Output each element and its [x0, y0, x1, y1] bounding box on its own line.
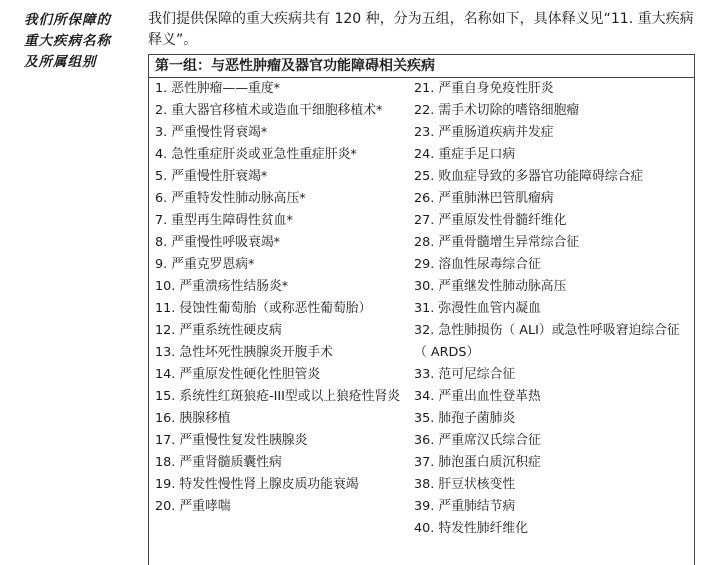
- side-heading-line: 及所属组别: [24, 54, 97, 70]
- disease-item: 12. 严重系统性硬皮病: [155, 323, 282, 338]
- disease-item: 22. 需手术切除的嗜铬细胞瘤: [414, 103, 580, 118]
- right-disease-column: [414, 78, 690, 540]
- disease-item: 16. 胰腺移植: [155, 411, 231, 426]
- disease-item: 35. 肺孢子菌肺炎: [414, 411, 516, 426]
- disease-item: 13. 急性坏死性胰腺炎开腹手术: [155, 345, 333, 360]
- disease-item: 34. 严重出血性登革热: [414, 389, 541, 404]
- disease-item: 15. 系统性红斑狼疮-III型或以上狼疮性肾炎: [155, 389, 401, 404]
- disease-item: 21. 严重自身免疫性肝炎: [414, 81, 554, 96]
- disease-group-table: [148, 54, 695, 565]
- left-disease-column: [155, 78, 413, 518]
- section-side-heading: [24, 10, 128, 73]
- disease-item: 10. 严重溃疡性结肠炎*: [155, 279, 289, 294]
- disease-item: 2. 重大器官移植术或造血干细胞移植术*: [155, 103, 383, 118]
- disease-item: 36. 严重席汉氏综合征: [414, 433, 541, 448]
- disease-item: 37. 肺泡蛋白质沉积症: [414, 455, 541, 470]
- disease-item: 39. 严重肺结节病: [414, 499, 516, 514]
- disease-item: 1. 恶性肿瘤——重度*: [155, 81, 281, 96]
- disease-item: 30. 严重继发性肺动脉高压: [414, 279, 567, 294]
- disease-item: 38. 肝豆状核变性: [414, 477, 516, 492]
- disease-item: 5. 严重慢性肝衰竭*: [155, 169, 268, 184]
- disease-item: 40. 特发性肺纤维化: [414, 521, 528, 536]
- disease-item: 29. 溶血性尿毒综合征: [414, 257, 541, 272]
- disease-item: 4. 急性重症肝炎或亚急性重症肝炎*: [155, 147, 357, 162]
- disease-item: 20. 严重哮喘: [155, 499, 231, 514]
- disease-item: 3. 严重慢性肾衰竭*: [155, 125, 268, 140]
- disease-item: 18. 严重肾髓质囊性病: [155, 455, 282, 470]
- disease-item: 19. 特发性慢性肾上腺皮质功能衰竭: [155, 477, 359, 492]
- side-heading-line: 我们所保障的: [24, 12, 111, 28]
- disease-item: 8. 严重慢性呼吸衰竭*: [155, 235, 281, 250]
- disease-item: 11. 侵蚀性葡萄胎（或称恶性葡萄胎）: [155, 301, 372, 316]
- disease-item: 9. 严重克罗恩病*: [155, 257, 255, 272]
- group-title: 第一组：与恶性肿瘤及器官功能障碍相关疾病: [149, 55, 694, 78]
- disease-item: 14. 严重原发性硬化性胆管炎: [155, 367, 321, 382]
- disease-item: 23. 严重肠道疾病并发症: [414, 125, 554, 140]
- disease-item: 32. 急性肺损伤（ ALI）或急性呼吸窘迫综合征（ ARDS）: [414, 323, 680, 360]
- disease-item: 33. 范可尼综合征: [414, 367, 516, 382]
- disease-item: 26. 严重肺淋巴管肌瘤病: [414, 191, 554, 206]
- disease-item: 24. 重症手足口病: [414, 147, 516, 162]
- side-heading-line: 重大疾病名称: [24, 33, 111, 49]
- disease-item: 25. 败血症导致的多器官功能障碍综合症: [414, 169, 644, 184]
- disease-item: 17. 严重慢性复发性胰腺炎: [155, 433, 308, 448]
- disease-item: 27. 严重原发性骨髓纤维化: [414, 213, 567, 228]
- disease-item: 31. 弥漫性血管内凝血: [414, 301, 541, 316]
- disease-item: 7. 重型再生障碍性贫血*: [155, 213, 293, 228]
- intro-paragraph: 我们提供保障的重大疾病共有 120 种，分为五组，名称如下，具体释义见“11. 重大疾病释义”。: [148, 11, 694, 48]
- disease-item: 28. 严重骨髓增生异常综合征: [414, 235, 580, 250]
- disease-item: 6. 严重特发性肺动脉高压*: [155, 191, 306, 206]
